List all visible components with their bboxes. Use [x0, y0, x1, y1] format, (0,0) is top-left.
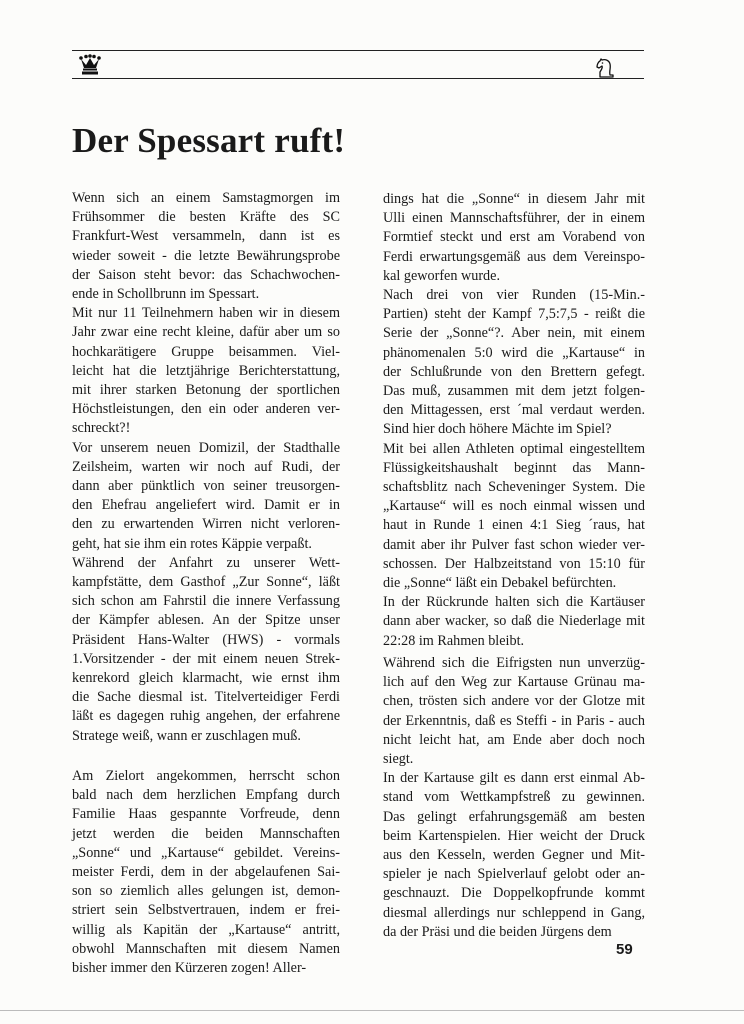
text-line: wieder soweit - die letzte Bewährungsprobe — [72, 247, 340, 264]
text-line: beim Kartenspielen. Hier weicht der Druck — [383, 827, 645, 844]
text-line: kal geworfen wurde. — [383, 267, 500, 284]
text-line: leicht hat die letztjährige Berichterstattung, — [72, 362, 340, 379]
paragraph — [72, 554, 340, 746]
text-line: Jahr zwar eine recht kleine, dafür aber um so — [72, 324, 340, 341]
text-line: Am Zielort angekommen, herrscht schon — [72, 767, 340, 784]
right-column-bottom — [383, 654, 645, 942]
text-line: Ulli einen Mannschaftsführer, der in einem — [383, 210, 645, 227]
text-line: Mit nur 11 Teilnehmern haben wir in diesem — [72, 305, 340, 322]
text-line: spieler je nach Spielverlauf gelobt oder an- — [383, 866, 645, 883]
chess-queen-icon — [78, 54, 102, 76]
page-bottom-rule — [0, 1010, 744, 1011]
article-title: Der Spessart ruft! — [72, 121, 346, 160]
text-line: jetzt werden die beiden Mannschaften — [72, 825, 340, 842]
text-line: Familie Haas gespannte Vorfreude, denn — [72, 806, 340, 823]
text-line: die „Sonne“ läßt ein Debakel befürchten. — [383, 575, 617, 592]
paragraph — [383, 654, 645, 769]
text-line: den Mittagessen, erst ´mal verdaut werden. — [383, 402, 645, 419]
text-line: stand vom Wettkampfstreß zu gewinnen. — [383, 789, 645, 806]
text-line: Zeilsheim, warten wir noch auf Rudi, der — [72, 458, 340, 475]
header-bottom-rule — [72, 78, 644, 79]
text-line: willig als Kapitän der „Kartause“ antritt, — [72, 921, 340, 938]
text-line: Höchstleistungen, den ein oder anderen ver- — [72, 401, 340, 418]
text-line: Während sich die Eifrigsten nun unverzüg- — [383, 655, 645, 671]
text-line: schaftsblitz nach Scheveninger System. Die — [383, 479, 645, 496]
text-line: Sind hier doch höhere Mächte im Spiel? — [383, 421, 612, 438]
text-line: dings hat die „Sonne“ in diesem Jahr mit — [383, 191, 645, 207]
text-line: Frühsommer die besten Kräfte des SC — [72, 209, 340, 226]
text-line: hochkarätigere Gruppe beisammen. Viel- — [72, 343, 340, 360]
left-column — [72, 189, 340, 978]
text-line: sich schon am Fahrstil die innere Verfassung — [72, 593, 340, 610]
paragraph — [72, 189, 340, 304]
text-line: mit ihrer starken Betonung der sportlichen — [72, 382, 340, 399]
paragraph — [383, 769, 645, 942]
text-line: Frankfurt-West versammeln, dann ist es — [72, 228, 340, 245]
text-line: 1.Vorsitzender - der mit einem neuen Strek- — [72, 650, 340, 667]
text-line: Während der Anfahrt zu unserer Wett- — [72, 554, 340, 571]
text-line: schreckt?! — [72, 420, 131, 437]
text-line: die Sache diesmal ist. Titelverteidiger Ferdi — [72, 689, 340, 706]
paragraph — [383, 190, 645, 286]
paragraph — [383, 440, 645, 594]
text-line: striert sein Selbstvertrauen, indem er frei- — [72, 902, 340, 919]
text-line: 22:28 im Rahmen bleibt. — [383, 632, 525, 649]
text-line: In der Rückrunde halten sich die Kartäuser — [383, 594, 645, 611]
text-line: Das muß, zusammen mit dem jetzt folgen- — [383, 383, 645, 400]
text-line: schossen. Der Halbzeitstand von 15:10 für — [383, 555, 645, 572]
text-line: Wenn sich an einem Samstagmorgen im — [72, 190, 340, 206]
page-number: 59 — [616, 941, 633, 958]
paragraph — [72, 304, 340, 438]
text-line: geschnauzt. Die Doppelkopfrunde kommt — [383, 885, 645, 902]
text-line: Vor unserem neuen Domizil, der Stadthalle — [72, 439, 340, 456]
text-line: phänomenalen 5:0 wird die „Kartause“ in — [383, 344, 645, 361]
text-line: obwohl Mannschaften mit diesem Namen — [72, 940, 340, 957]
text-line: In der Kartause gilt es dann erst einmal Ab- — [383, 770, 645, 787]
chess-knight-icon — [594, 57, 618, 79]
text-line: Partien) steht der Kampf 7,5:7,5 - reißt die — [383, 306, 645, 323]
text-line: diesmal allerdings nur schleppend in Gang, — [383, 904, 645, 921]
text-line: dann aber pünktlich von seiner treusorgen- — [72, 478, 340, 495]
paragraph — [383, 593, 645, 651]
text-line: der Erkenntnis, daß es Steffi - in Paris - auch — [383, 712, 645, 729]
text-line: chen, trösten sich andere vor der Glotze mit — [383, 693, 645, 710]
text-line: „Kartause“ will es noch einmal wissen und — [383, 498, 645, 515]
text-line: Formtief steckt und erst am Vorabend von — [383, 229, 645, 246]
text-line: Nach drei von vier Runden (15-Min.- — [383, 287, 645, 304]
text-line: bald nach dem herzlichen Empfang durch — [72, 787, 340, 804]
text-line: bisher immer den Kürzeren zogen! Aller- — [72, 959, 307, 976]
text-line: kenrekord gleich klarmacht, wie ernst ihm — [72, 670, 340, 687]
text-line: da der Präsi und die beiden Jürgens dem — [383, 923, 612, 940]
text-line: Das gelingt erfahrungsgemäß am besten — [383, 808, 645, 825]
text-line: son so ziemlich alles gelungen ist, demon- — [72, 883, 340, 900]
text-line: der Kämpfer ablesen. An der Spitze unser — [72, 612, 340, 629]
text-line: den zu erwartenden Wirren nicht verloren- — [72, 516, 340, 533]
text-line: Flüssigkeitshaushalt beginnt das Mann- — [383, 459, 645, 476]
text-line: haut in Runde 1 einen 4:1 Sieg ´raus, hat — [383, 517, 645, 534]
text-line: aus den Kesseln, werden Gegner und Mit- — [383, 847, 645, 864]
text-line: siegt. — [383, 751, 414, 768]
text-line: Ferdi erwartungsgemäß aus dem Vereinspo- — [383, 248, 645, 265]
text-line: ende in Schollbrunn im Spessart. — [72, 286, 260, 303]
text-line: nicht leicht hat, am Ende aber doch noch — [383, 731, 645, 748]
text-line: dann aber wacker, so daß die Niederlage mit — [383, 613, 645, 630]
text-line: damit aber ihr Pulver fast schon wieder ver- — [383, 536, 645, 553]
header-top-rule — [72, 50, 644, 51]
text-line: lich auf den Weg zur Kartause Grünau ma- — [383, 674, 645, 691]
paragraph — [383, 286, 645, 440]
text-line: Mit bei allen Athleten optimal eingestelltem — [383, 440, 645, 457]
right-column-top — [383, 190, 645, 651]
paragraph — [72, 767, 340, 978]
text-line: kampfstätte, dem Gasthof „Zur Sonne“, läßt — [72, 574, 340, 591]
text-line: „Sonne“ und „Kartause“ gebildet. Vereins- — [72, 844, 340, 861]
paragraph-gap — [72, 746, 340, 767]
text-line: Stratege weiß, wann er zuschlagen muß. — [72, 727, 301, 744]
text-line: Präsident Hans-Walter (HWS) - vormals — [72, 631, 340, 648]
text-line: der Schlußrunde von den Brettern gefegt. — [383, 363, 645, 380]
paragraph — [72, 439, 340, 554]
text-line: meister Ferdi, dem in der abgelaufenen Sai- — [72, 863, 340, 880]
text-line: der Saison steht bevor: das Schachwochen- — [72, 266, 340, 283]
text-line: Serie der „Sonne“?. Aber nein, mit einem — [383, 325, 645, 342]
text-line: geht, hat sie ihm ein rotes Käppie verpaßt. — [72, 535, 312, 552]
text-line: den Ehefrau angeliefert wird. Damit er in — [72, 497, 340, 514]
text-line: läßt es dagegen ruhig angehen, der erfahrene — [72, 708, 340, 725]
